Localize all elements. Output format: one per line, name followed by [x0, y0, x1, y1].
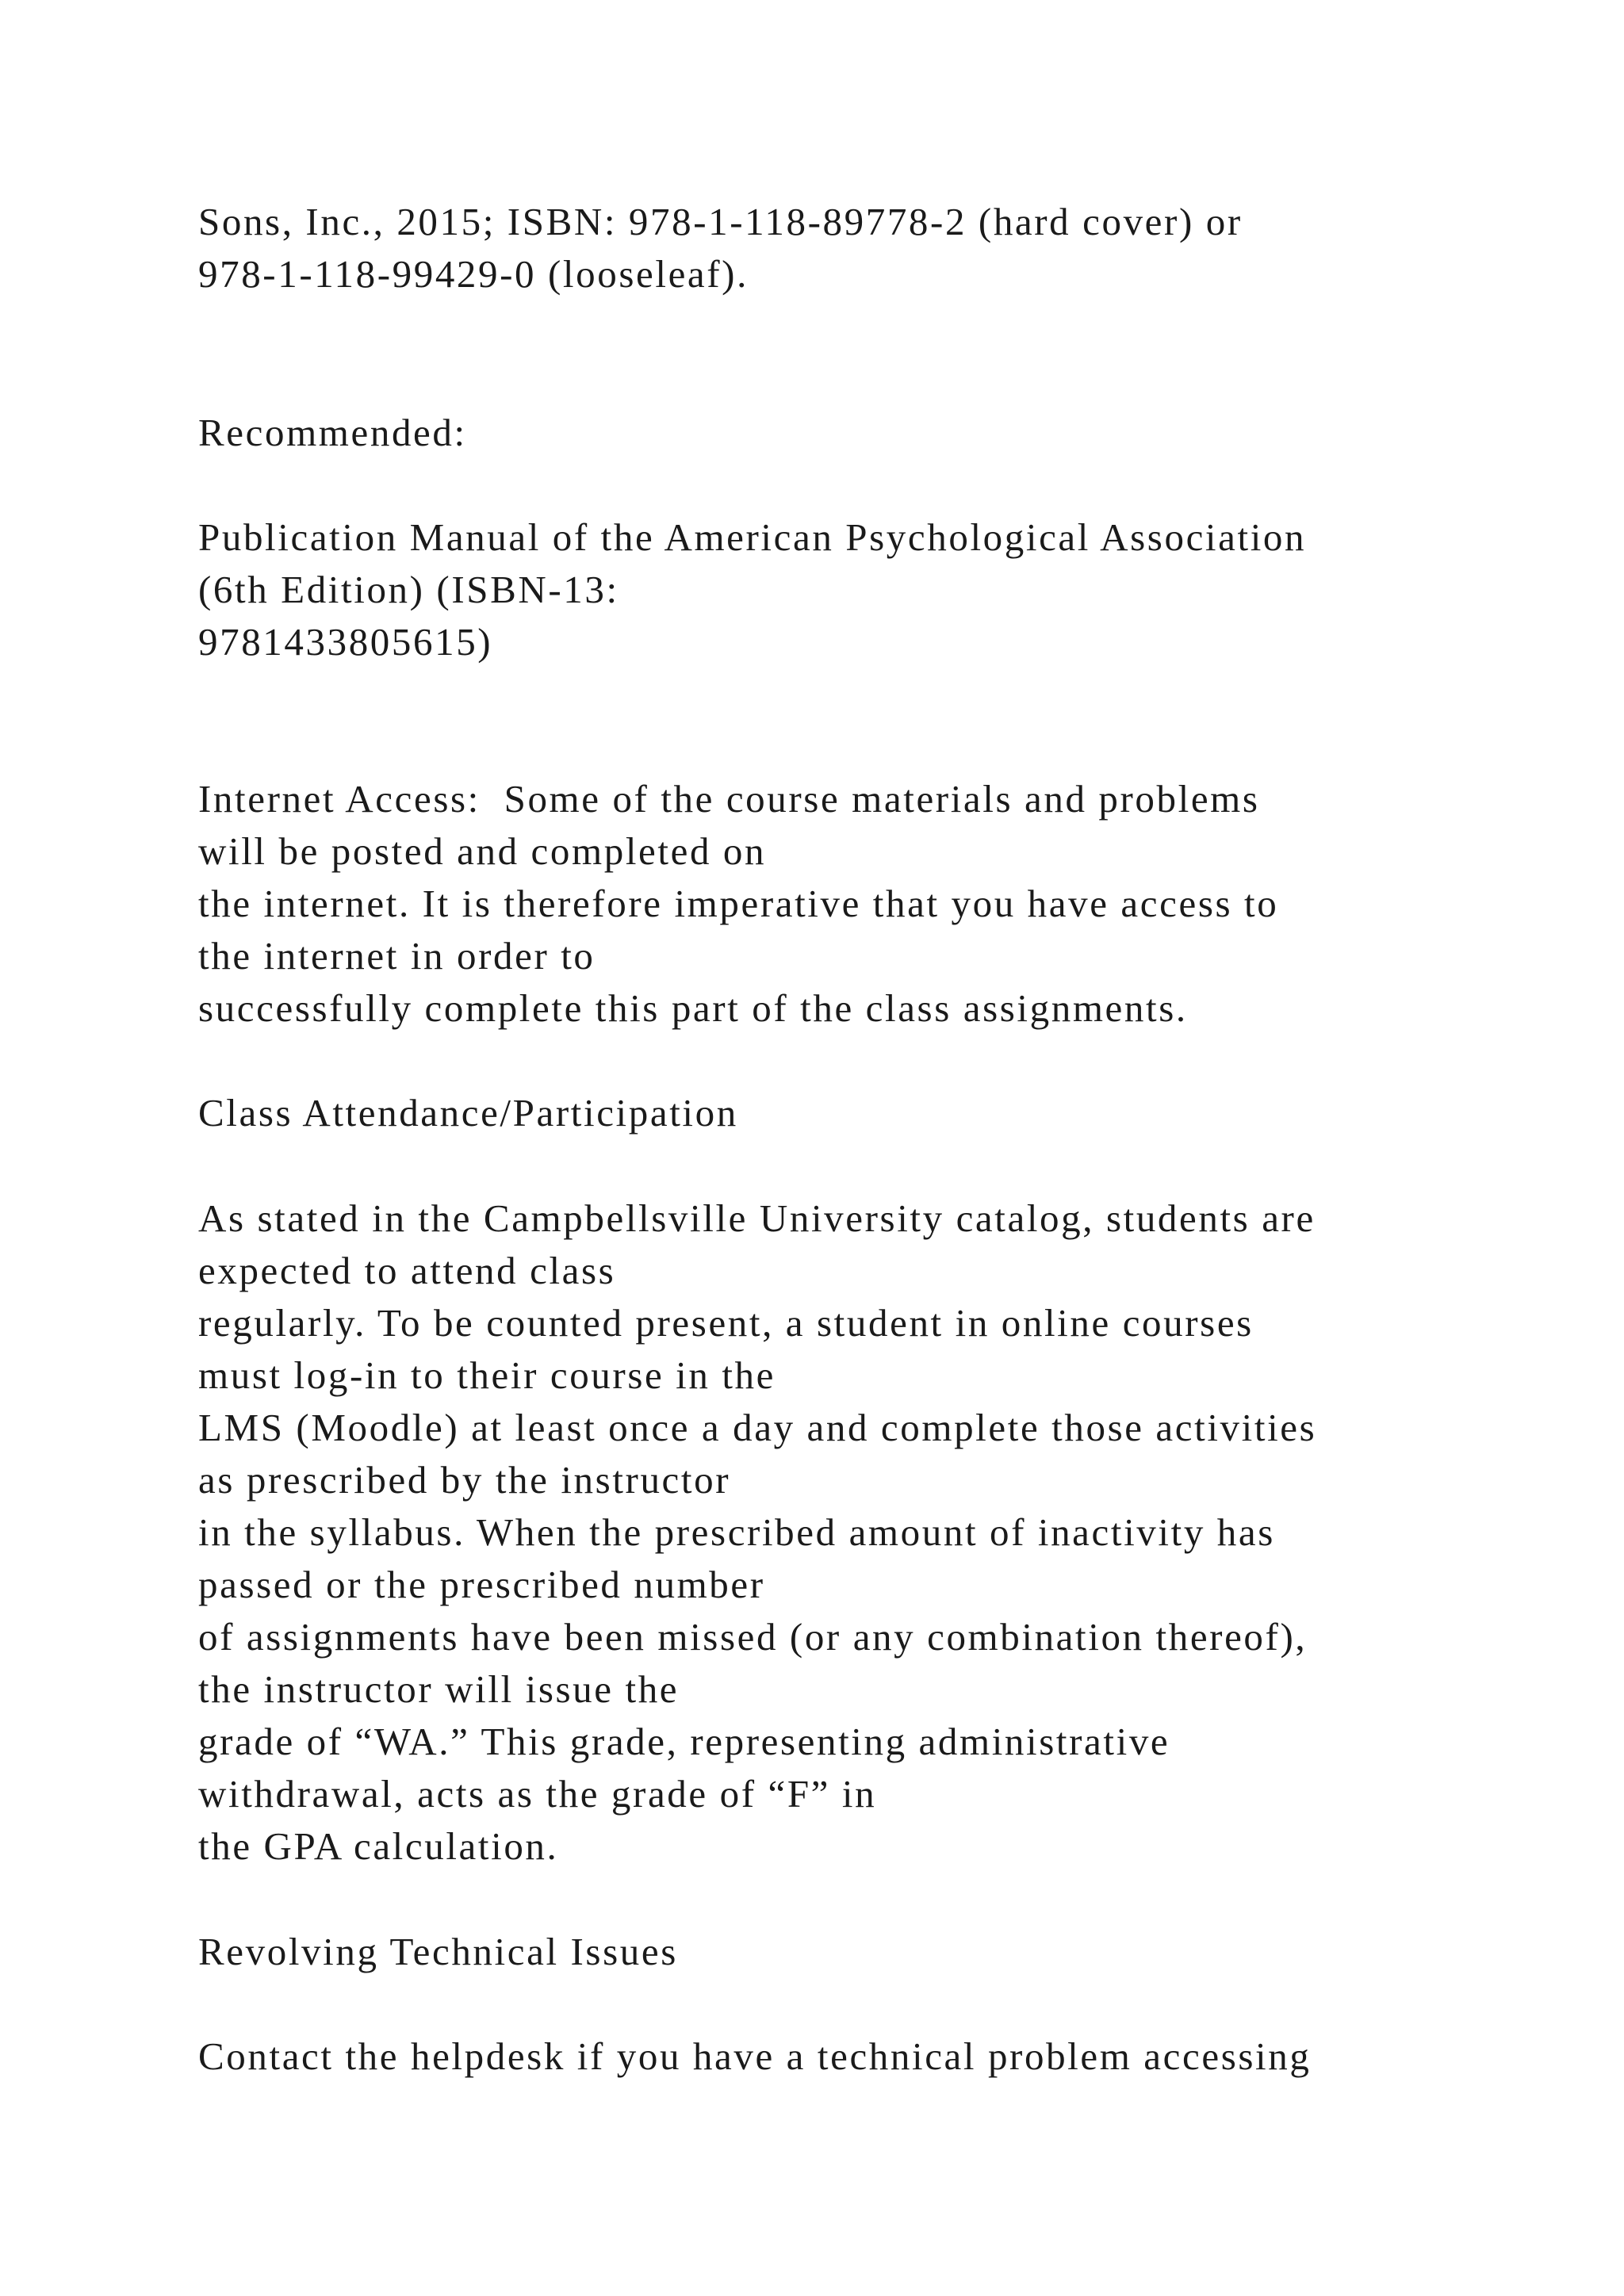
recommended-heading: Recommended: — [198, 411, 467, 454]
paragraph-line: must log-in to their course in the — [198, 1353, 776, 1397]
paragraph-line: the instructor will issue the — [198, 1667, 680, 1711]
paragraph-line: of assignments have been missed (or any combination thereof), — [198, 1615, 1308, 1659]
paragraph-line: the internet. It is therefore imperative that you have access to — [198, 882, 1279, 925]
paragraph-line: as prescribed by the instructor — [198, 1458, 731, 1502]
paragraph-line: will be posted and completed on — [198, 829, 767, 873]
paragraph-line: in the syllabus. When the prescribed amount of inactivity has — [198, 1510, 1275, 1554]
citation-line: Sons, Inc., 2015; ISBN: 978-1-118-89778-2 (hard cover) or — [198, 200, 1243, 243]
citation-line: 978-1-118-99429-0 (looseleaf). — [198, 252, 749, 296]
paragraph-line: withdrawal, acts as the grade of “F” in — [198, 1772, 877, 1816]
citation-line: 9781433805615) — [198, 620, 493, 664]
paragraph-line: As stated in the Campbellsville University catalog, students are — [198, 1196, 1316, 1240]
paragraph-line: regularly. To be counted present, a student in online courses — [198, 1301, 1254, 1345]
citation-line: Publication Manual of the American Psychological Association — [198, 515, 1307, 559]
paragraph-line: Contact the helpdesk if you have a technical problem accessing — [198, 2034, 1312, 2078]
paragraph-line: successfully complete this part of the class assignments. — [198, 986, 1188, 1030]
attendance-heading: Class Attendance/Participation — [198, 1091, 738, 1135]
paragraph-line: the GPA calculation. — [198, 1824, 559, 1868]
paragraph-line: passed or the prescribed number — [198, 1563, 765, 1606]
paragraph-line: expected to attend class — [198, 1249, 616, 1292]
paragraph-line: grade of “WA.” This grade, representing administrative — [198, 1720, 1170, 1763]
technical-issues-heading: Revolving Technical Issues — [198, 1930, 678, 1973]
paragraph-line: Internet Access: Some of the course materials and problems — [198, 777, 1260, 821]
paragraph-line: LMS (Moodle) at least once a day and complete those activities — [198, 1406, 1317, 1449]
paragraph-line: the internet in order to — [198, 934, 596, 978]
citation-line: (6th Edition) (ISBN-13: — [198, 568, 619, 611]
